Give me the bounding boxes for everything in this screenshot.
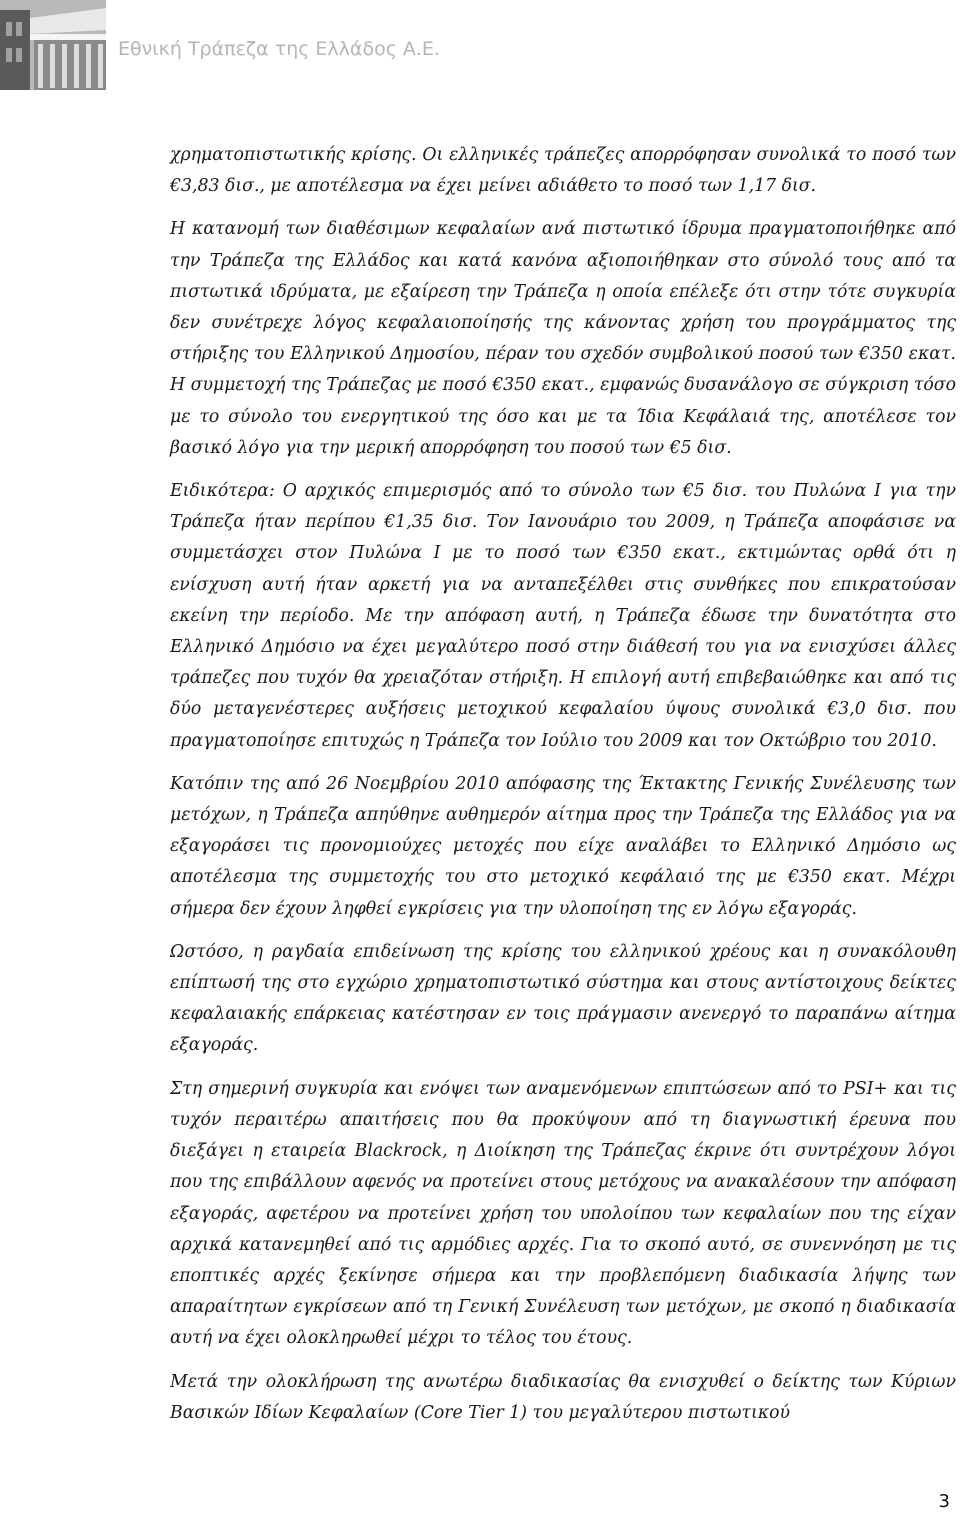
paragraph: Ωστόσο, η ραγδαία επιδείνωση της κρίσης του ελληνικού χρέους και η συνακόλουθη επίπτωσή της στο εγχώριο χρηματοπιστωτικό σύστημα και στους αντίστοιχους δείκτες κεφαλαιακής επάρκειας κατέστησαν εν τοις πράγμασιν ανενεργό το παραπάνω αίτημα εξαγοράς. bbox=[170, 941, 956, 1056]
document-body bbox=[170, 140, 956, 1429]
paragraph: Η κατανομή των διαθέσιμων κεφαλαίων ανά πιστωτικό ίδρυμα πραγματοποιήθηκε από την Τράπεζα της Ελλάδος και κατά κανόνα αξιοποιήθηκαν στο σύνολό τους από τα πιστωτικά ιδρύματα, με εξαίρεση την Τράπεζα η οποία επέλεξε ότι στην τότε συγκυρία δεν συνέτρεχε λόγος κεφαλαιοποίησής της κάνοντας χρήση του προγράμματος της στήριξης του Ελληνικού Δημοσίου, πέραν του σχεδόν συμβολικού ποσού των €350 εκατ. Η συμμετοχή της Τράπεζας με ποσό €350 εκατ., εμφανώς δυσανάλογο σε σύγκριση τόσο με το σύνολο του ενεργητικού της όσο και με τα Ίδια Κεφάλαιά της, αποτέλεσε τον βασικό λόγο για την μερική απορρόφηση του ποσού των €5 δισ. bbox=[170, 219, 956, 458]
building-logo bbox=[0, 0, 106, 90]
building-icon bbox=[0, 0, 106, 90]
paragraph: χρηματοπιστωτικής κρίσης. Οι ελληνικές τράπεζες απορρόφησαν συνολικά το ποσό των €3,83 δισ., με αποτέλεσμα να έχει μείνει αδιάθετο το ποσό των 1,17 δισ. bbox=[170, 145, 956, 197]
paragraph: Κατόπιν της από 26 Νοεμβρίου 2010 απόφασης της Έκτακτης Γενικής Συνέλευσης των μετόχων, η Τράπεζα απηύθηνε αυθημερόν αίτημα προς την Τράπεζα της Ελλάδος για να εξαγοράσει τις προνομιούχες μετοχές που είχε αναλάβει το Ελληνικό Δημόσιο ως αποτέλεσμα της συμμετοχής του στο μετοχικό κεφάλαιό της με €350 εκατ. Μέχρι σήμερα δεν έχουν ληφθεί εγκρίσεις για την υλοποίηση της εν λόγω εξαγοράς. bbox=[170, 773, 956, 919]
paragraph: Στη σημερινή συγκυρία και ενόψει των αναμενόμενων επιπτώσεων από το PSI+ και τις τυχόν περαιτέρω απαιτήσεις που θα προκύψουν από τη διαγνωστική έρευνα που διεξάγει η εταιρεία Blackrock, η Διοίκηση της Τράπεζας έκρινε ότι συντρέχουν λόγοι που της επιβάλλουν αφενός να προτείνει στους μετόχους να ανακαλέσουν την απόφαση εξαγοράς, αφετέρου να προτείνει χρήση του υπολοίπου των κεφαλαίων που της είχαν αρχικά κατανεμηθεί από τις αρμόδιες αρχές. Για το σκοπό αυτό, σε συνεννόηση με τις εποπτικές αρχές ξεκίνησε σήμερα και την προβλεπόμενη διαδικασία λήψης των απαραίτητων εγκρίσεων από τη Γενική Συνέλευση των μετόχων, με σκοπό η διαδικασία αυτή να έχει ολοκληρωθεί μέχρι το τέλος του έτους. bbox=[170, 1078, 956, 1349]
page-number: 3 bbox=[938, 1491, 950, 1512]
paragraph: Μετά την ολοκλήρωση της ανωτέρω διαδικασίας θα ενισχυθεί ο δείκτης των Κύριων Βασικών Ιδίων Κεφαλαίων (Core Tier 1) του μεγαλύτερου πιστωτικού bbox=[170, 1371, 956, 1423]
paragraph: Ειδικότερα: Ο αρχικός επιμερισμός από το σύνολο των €5 δισ. του Πυλώνα Ι για την Τράπεζα ήταν περίπου €1,35 δισ. Τον Ιανουάριο του 2009, η Τράπεζα αποφάσισε να συμμετάσχει στον Πυλώνα Ι με το ποσό των €350 εκατ., εκτιμώντας ορθά ότι η ενίσχυση αυτή ήταν αρκετή για να ανταπεξέλθει στις συνθήκες που επικρατούσαν εκείνη την περίοδο. Με την απόφαση αυτή, η Τράπεζα έδωσε την δυνατότητα στο Ελληνικό Δημόσιο να έχει μεγαλύτερο ποσό στην διάθεσή του για να ενισχύσει άλλες τράπεζες που τυχόν θα χρειαζόταν στήριξη. Η επιλογή αυτή επιβεβαιώθηκε και από τις δύο μεταγενέστερες αυξήσεις μετοχικού κεφαλαίου ύψους συνολικά €3,0 δισ. που πραγματοποίησε επιτυχώς η Τράπεζα τον Ιούλιο του 2009 και τον Οκτώβριο του 2010. bbox=[170, 481, 956, 751]
header-title: Εθνική Τράπεζα της Ελλάδος Α.Ε. bbox=[118, 38, 440, 60]
